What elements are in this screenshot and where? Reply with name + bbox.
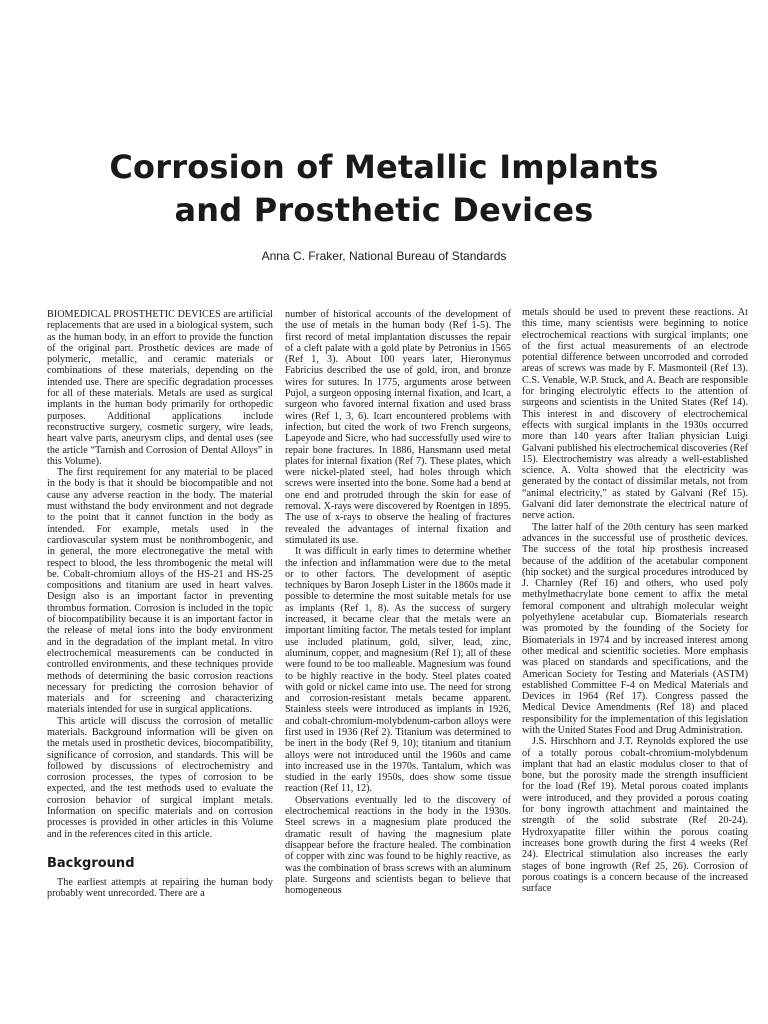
paragraph: The first requirement for any material to be placed in the body is that it should be biocompatible and not cause any adverse reaction in the body. The material must withstand the body environment and not degrade to the point that it cannot function in the body as intended. For example, metals used in the cardiovascular system must be nonthrombogenic, and in general, the more electronegative the metal with respect to blood, the less thrombogenic the metal will be. Cobalt-chromium alloys of the HS-21 and HS-25 compositions and titanium are used in heart valves. Design also is an important factor in preventing thrombus formation. Corrosion is included in the topic of biocompatibility because it is an important factor in the release of metal ions into the body environment and in the degradation of the implant metal. In vitro electrochemical measurements can be conducted in controlled environments, and these techniques provide methods of determining the basic corrosion reactions necessary for predicting the corrosion behavior of materials and for screening and characterizing materials intended for use in surgical applications. bbox=[47, 467, 273, 716]
title-line-1: Corrosion of Metallic Implants bbox=[109, 148, 659, 186]
paragraph: It was difficult in early times to determine whether the infection and inflammation were due to the metal or to other factors. The development of aseptic techniques by Baron Joseph Lister in the 1860s made it possible to determine the most suitable metals for use as implants (Ref 1, 8). As the success of surgery increased, it became clear that the metals were an important limiting factor. The metals tested for implant use included platinum, gold, silver, lead, zinc, aluminum, copper, and magnesium (Ref 1); all of these were found to be too malleable. Magnesium was found to be highly reactive in the body. Steel plates coated with gold or nickel came into use. The need for strong and corrosion-resistant metals became apparent. Stainless steels were introduced as implants in 1926, and cobalt-chromium-molybdenum-carbon alloys were first used in 1936 (Ref 2). Titanium was determined to be inert in the body (Ref 9, 10); titanium and titanium alloys were not introduced until the 1960s and came into increased use in the 1970s. Tantalum, which was studied in the early 1950s, does show some tissue reaction (Ref 11, 12). bbox=[285, 546, 511, 795]
paragraph: BIOMEDICAL PROSTHETIC DEVICES are artificial replacements that are used in a biological system, such as the human body, in an effort to provide the function of the original part. Prosthetic devices are made of polymeric, metallic, and ceramic materials or combinations of these materials, depending on the intended use. There are specific degradation processes for all of these materials. Metals are used as surgical implants in the human body primarily for orthopedic purposes. Additional applications include reconstructive surgery, cosmetic surgery, wire leads, heart valve parts, aneurysm clips, and dental uses (see the article “Tarnish and Corrosion of Dental Alloys” in this Volume). bbox=[47, 309, 273, 467]
paragraph: metals should be used to prevent these reactions. At this time, many scientists were beginning to notice electrochemical reactions with surgical implants; one of the first actual measurements of an electrode potential difference between uncorroded and corroded areas of screws was made by F. Masmonteil (Ref 13). C.S. Venable, W.P. Stuck, and A. Beach are responsible for bringing electrolytic effects to the attention of surgeons and scientists in the United States (Ref 14). This interest in and discovery of electrochemical effects with surgical implants in the 1930s occurred more than 140 years after Italian physician Luigi Galvani published his electrochemical discoveries (Ref 15). Electrochemistry was already a well-established science. A. Volta showed that the electricity was generated by the contact of dissimilar metals, not from “animal electricity,” as stated by Galvani (Ref 15). Galvani did later demonstrate the electrical nature of nerve action. bbox=[522, 307, 748, 522]
paragraph: number of historical accounts of the development of the use of metals in the human body (Ref 1-5). The first record of metal implantation discusses the repair of a cleft palate with a gold plate by Petronius in 1565 (Ref 1, 3). About 100 years later, Hieronymus Fabricius described the use of gold, iron, and bronze wires for sutures. In 1775, arguments arose between Pujol, a surgeon opposing internal fixation, and Icart, a surgeon who favored internal fixation and used brass wires (Ref 1, 3, 6). Icart encountered problems with infection, but cited the work of two French surgeons, Lapeyode and Sicre, who had successfully used wire to repair bone fractures. In 1886, Hansmann used metal plates for internal fixation (Ref 7). These plates, which were nickel-plated steel, had holes through which screws were inserted into the bone. Some had a bend at one end and protruded through the skin for ease of removal. X-rays were discovered by Roentgen in 1895. The use of x-rays to observe the healing of fractures revealed the advantages of internal fixation and stimulated its use. bbox=[285, 309, 511, 546]
paragraph: Observations eventually led to the discovery of electrochemical reactions in the body in the 1930s. Steel screws in a magnesium plate produced the dramatic result of having the magnesium plate disappear before the fracture healed. The combination of copper with zinc was found to be highly reactive, as was the combination of brass screws with an aluminum plate. Surgeons and scientists began to believe that homogeneous bbox=[285, 794, 511, 897]
column-1 bbox=[47, 309, 273, 900]
paragraph: J.S. Hirschhorn and J.T. Reynolds explored the use of a totally porous cobalt-chromium-molybdenum implant that had an elastic modulus closer to that of bone, but the porosity made the strength insufficient for the load (Ref 19). Metal porous coated implants were introduced, and they provided a porous coating for bony ingrowth attachment and maintained the strength of the solid substrate (Ref 20-24). Hydroxyapatite filler within the porous coating increases bone growth during the first 4 weeks (Ref 24). Electrical stimulation also increases the early stages of bone ingrowth (Ref 25, 26). Corrosion of porous coatings is a concern because of the increased surface bbox=[522, 736, 748, 895]
column-3 bbox=[522, 307, 748, 894]
title-line-2: and Prosthetic Devices bbox=[174, 191, 594, 229]
paragraph: This article will discuss the corrosion of metallic materials. Background information will be given on the metals used in prosthetic devices, biocompatibility, significance of corrosion, and standards. This will be followed by discussions of electrochemistry and corrosion processes, the types of corrosion to be expected, and the test methods used to evaluate the corrosion behavior of surgical implant metals. Information on specific materials and on corrosion processes is provided in other articles in this Volume and in the references cited in this article. bbox=[47, 715, 273, 840]
author-line: Anna C. Fraker, National Bureau of Standards bbox=[261, 249, 507, 263]
article-title bbox=[0, 146, 768, 232]
column-2 bbox=[285, 309, 511, 896]
paragraph: The earliest attempts at repairing the human body probably went unrecorded. There are a bbox=[47, 876, 273, 900]
section-heading: Background bbox=[47, 855, 135, 871]
paragraph: The latter half of the 20th century has seen marked advances in the successful use of prosthetic devices. The success of the total hip prosthesis increased because of the addition of the acetabular component (hip socket) and the surgical procedures introduced by J. Charnley (Ref 16) and others, who used poly methylmethacrylate bone cement to affix the metal femoral component and ultrahigh molecular weight polyethylene acetabular cup. Biomaterials research was promoted by the founding of the Society for Biomaterials in 1974 and by increased interest among other medical and scientific societies. More emphasis was placed on standards and specifications, and the American Society for Testing and Materials (ASTM) established Committee F-4 on Medical Materials and Devices in 1964 (Ref 17). Congress passed the Medical Device Amendments (Ref 18) and placed responsibility for the implementation of this legislation with the United States Food and Drug Administration. bbox=[522, 521, 748, 736]
